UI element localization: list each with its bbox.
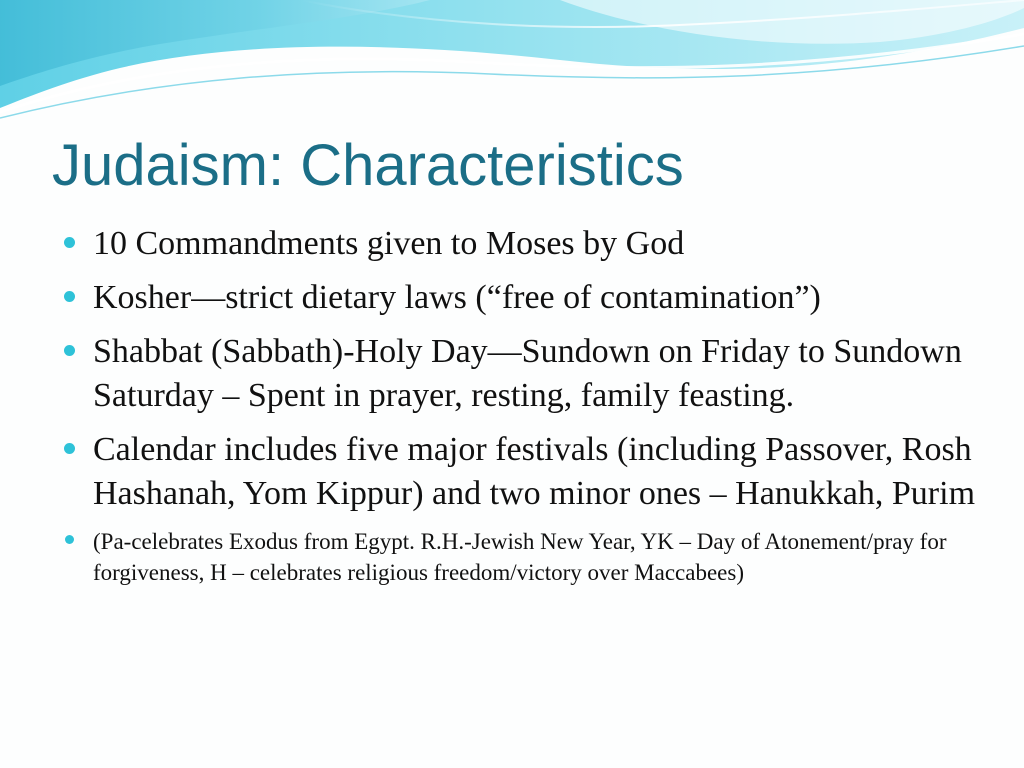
- bullet-text: 10 Commandments given to Moses by God: [93, 225, 685, 262]
- list-item: [64, 222, 976, 266]
- list-item: [64, 428, 976, 516]
- bullet-text: Calendar includes five major festivals (including Passover, Rosh Hashanah, Yom Kippur) and two minor ones – Hanukkah, Purim: [93, 431, 976, 512]
- list-item: [64, 526, 976, 588]
- wave-banner: [0, 0, 1024, 120]
- list-item: [64, 330, 976, 418]
- bullet-icon: [65, 535, 74, 544]
- slide-title: Judaism: Characteristics: [52, 133, 684, 198]
- bullet-text: Shabbat (Sabbath)-Holy Day—Sundown on Friday to Sundown Saturday – Spent in prayer, resting, family feasting.: [93, 333, 962, 414]
- bullet-text: (Pa-celebrates Exodus from Egypt. R.H.-Jewish New Year, YK – Day of Atonement/pray for forgiveness, H – celebrates religious freedom/victory over Maccabees): [93, 529, 947, 585]
- bullet-text: Kosher—strict dietary laws (“free of contamination”): [93, 279, 821, 316]
- list-item: [64, 276, 976, 320]
- bullet-icon: [64, 345, 75, 356]
- bullet-list: [64, 222, 976, 588]
- bullet-icon: [64, 291, 75, 302]
- bullet-icon: [64, 443, 75, 454]
- bullet-icon: [64, 237, 75, 248]
